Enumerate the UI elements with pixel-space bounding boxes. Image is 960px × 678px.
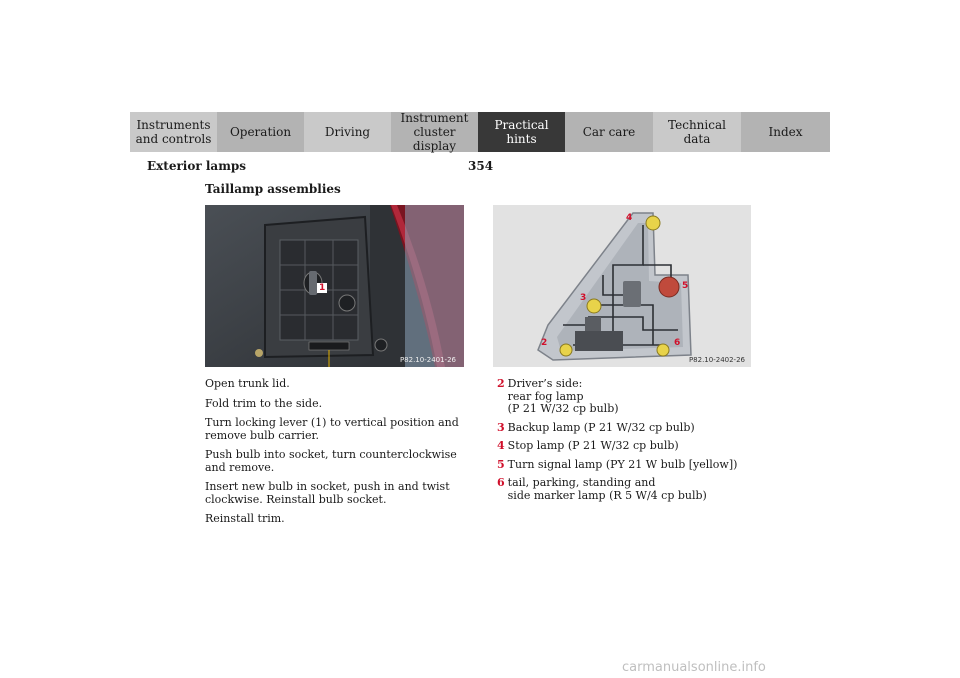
tab-label: Technical data: [668, 118, 726, 146]
carrier-illustration: [205, 205, 464, 367]
tab-label: Practical hints: [494, 118, 549, 146]
legend-number: 4: [497, 439, 505, 452]
legend-item: [497, 459, 767, 472]
tab-label: Driving: [324, 125, 371, 139]
instruction-list: [205, 378, 475, 533]
tab-technical-data[interactable]: [653, 112, 741, 152]
tab-label: Instruments and controls: [135, 118, 212, 146]
instruction-step: Open trunk lid.: [205, 377, 290, 390]
legend-number: 2: [497, 377, 505, 390]
tab-index[interactable]: [741, 112, 830, 152]
legend-text: Driver’s side: rear fog lamp (P 21 W/32 cp bulb): [507, 377, 619, 415]
tab-car-care[interactable]: [565, 112, 653, 152]
legend-item: [497, 422, 767, 435]
tab-label: Index: [768, 125, 803, 139]
instruction-step: Turn locking lever (1) to vertical position and remove bulb carrier.: [205, 416, 459, 442]
figure-code: P82.10-2401-26: [399, 356, 456, 364]
legend-text: Stop lamp (P 21 W/32 cp bulb): [507, 439, 679, 452]
callout-2: 2: [541, 338, 548, 348]
callout-5: 5: [682, 281, 689, 291]
tab-driving[interactable]: [304, 112, 391, 152]
page-number: 354: [468, 159, 494, 173]
tab-instruments-and-controls[interactable]: [130, 112, 217, 152]
tab-operation[interactable]: [217, 112, 304, 152]
page-heading: Taillamp assemblies: [205, 182, 341, 196]
legend-item: [497, 378, 767, 416]
callout-4: 4: [626, 213, 633, 223]
instruction-step: Fold trim to the side.: [205, 396, 323, 410]
instruction-step: Push bulb into socket, turn counterclockwise and remove.: [205, 448, 457, 474]
legend-item: [497, 440, 767, 453]
legend-text: Backup lamp (P 21 W/32 cp bulb): [507, 420, 695, 434]
bulb-carrier-illustration: [493, 205, 751, 367]
callout-1: 1: [319, 283, 326, 293]
taillamp-carrier-photo: [205, 205, 464, 367]
legend-number: 3: [497, 420, 505, 434]
callout-3: 3: [580, 293, 587, 303]
legend-number: 6: [497, 476, 505, 489]
chapter-tab-bar: [130, 112, 830, 152]
legend-text: tail, parking, standing and side marker lamp (R 5 W/4 cp bulb): [507, 476, 707, 502]
tab-instrument-cluster-display[interactable]: [391, 112, 478, 152]
instruction-step: Reinstall trim.: [205, 512, 285, 525]
bulb-legend: [497, 378, 767, 508]
watermark: carmanualsonline.info: [622, 660, 766, 675]
instruction-step: Insert new bulb in socket, push in and twist clockwise. Reinstall bulb socket.: [205, 480, 450, 506]
tab-practical-hints[interactable]: [478, 112, 565, 152]
bulb-carrier-diagram: [493, 205, 751, 367]
legend-number: 5: [497, 457, 505, 471]
figure-code: P82.10-2402-26: [688, 356, 745, 364]
tab-label: Operation: [229, 125, 292, 139]
callout-6: 6: [674, 338, 681, 348]
legend-text: Turn signal lamp (PY 21 W bulb [yellow]): [507, 457, 738, 471]
tab-label: Car care: [582, 125, 636, 139]
section-title: Exterior lamps: [147, 159, 247, 173]
legend-item: [497, 477, 767, 502]
tab-label: Instrument cluster display: [400, 111, 469, 153]
